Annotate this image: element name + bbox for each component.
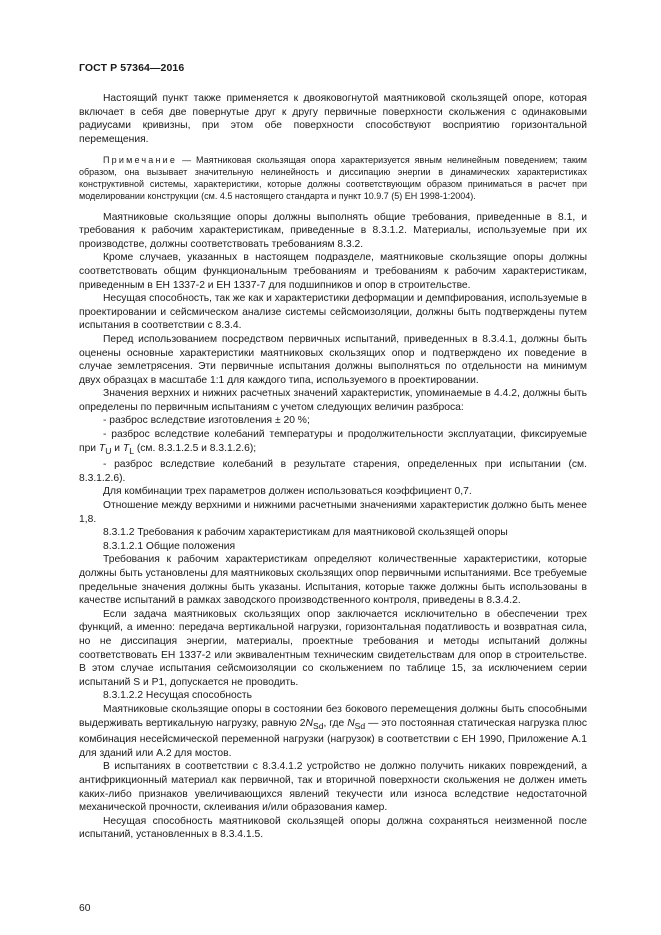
temp-text-mid: и — [111, 442, 123, 454]
nsd-subscript-1: Sd — [312, 720, 324, 731]
load-text-before: Маятниковые скользящие опоры в состоянии без бокового перемещения должны быть способными выдерживать вертикальную нагрузку, равную 2 — [79, 703, 587, 729]
note-block — [79, 155, 587, 202]
tu-subscript: U — [105, 445, 112, 456]
section-heading-8-3-1-2-2: 8.3.1.2.2 Несущая способность — [103, 690, 253, 702]
list-item-manufacturing: - разброс вследствие изготовления ± 20 %; — [103, 415, 310, 427]
paragraph-combination-factor: Для комбинации трех параметров должен использоваться коэффициент 0,7. — [103, 486, 472, 498]
nsd-symbol-1: N — [305, 717, 313, 729]
paragraph-vertical-load — [79, 703, 587, 760]
nsd-symbol-2: N — [347, 717, 355, 729]
load-text-mid: , где — [323, 717, 348, 729]
tl-subscript: L — [129, 445, 134, 456]
tu-symbol: T — [98, 442, 106, 454]
paragraph-three-functions: Если задача маятниковых скользящих опор заключается исключительно в обеспечении трех функций, а именно: передача вертикальной нагрузки, горизонтальная податливость и возвратная сила, но не диссипация энергии, материалы, проектные требования и методы испытаний должны соответствовать ЕН 1337-2 или эквивалентным техническим свидетельствам для опор в строительстве. В этом случае испытания сейсмоизоляции со скольжением по таблице 15, за исключением серии испытаний S и P1, допускается не проводить. — [79, 608, 587, 688]
intro-paragraph: Настоящий пункт также применяется к двояковогнутой маятниковой скользящей опоре, которая включает в себя две повернутые друг к другу первичные поверхности скольжения с одинаковыми радиусами кривизны, при этом обе поверхности способствуют восприятию горизонтальной перемещения. — [79, 93, 587, 145]
section-heading-8-3-1-2-1: 8.3.1.2.1 Общие положения — [103, 540, 236, 552]
list-item-temperature — [79, 428, 587, 458]
list-item-aging: - разброс вследствие колебаний в результате старения, определенных при испытании (см. 8.3.1.2.6). — [79, 459, 587, 484]
paragraph-functional-requirements: Кроме случаев, указанных в настоящем подразделе, маятниковые скользящие опоры должны соответствовать общим функциональным требованиям и требованиям к рабочим характеристикам, приведенным в ЕН 1337-2 и ЕН 1337-7 для подшипников и опор в строительстве. — [79, 252, 587, 291]
page-number: 60 — [79, 903, 91, 914]
note-label: Примечание — [103, 155, 178, 166]
note-text: — Маятниковая скользящая опора характеризуется явным нелинейным поведением; таким образом, она вызывает значительную нелинейность и диссипацию энергии в динамических характеристиках конструктивной системы, характеристики, которые должны соответствующим образом приниматься в расчет при моделировании конструкции (см. 4.5 настоящего стандарта и пункт 10.9.7 (5) ЕН 1998-1:2004). — [79, 155, 587, 201]
load-text-after: — это постоянная статическая нагрузка плюс комбинация несейсмической переменной нагрузки (нагрузок) в соответствии с ЕН 1990, Приложение А.1 для зданий или А.2 для мостов. — [79, 717, 587, 759]
paragraph-performance-requirements: Требования к рабочим характеристикам определяют количественные характеристики, которые должны быть установлены для маятниковых скользящих опор первичными испытаниями. Все требуемые предельные значения должны быть указаны. Испытания, которые также должны быть использованы в качестве испытаний в рамках заводского производственного контроля, приведены в 8.3.4.2. — [79, 554, 587, 607]
paragraph-ratio: Отношение между верхними и нижними расчетными значениями характеристик должно быть менее 1,8. — [79, 500, 587, 525]
paragraph-capacity-retained: Несущая способность маятниковой скользящей опоры должна сохраняться неизменной после испытаний, установленных в 8.3.4.1.5. — [79, 815, 587, 841]
paragraph-load-capacity-testing: Несущая способность, так же как и характеристики деформации и демпфирования, используемые в проектировании и сейсмическом анализе системы сейсмоизоляции, должны быть подтверждены путем испытания в соответствии с 8.3.4. — [79, 293, 587, 332]
paragraph-primary-tests: Перед использованием посредством первичных испытаний, приведенных в 8.3.4.1, должны быть оценены основные характеристики маятниковых скользящих опор и подтверждено их поведение в случае землетрясения. Эти первичные испытания должны выполняться по отдельности на минимум двух образцах в масштабе 1:1 для каждого типа, используемого в проектировании. — [79, 333, 587, 386]
section-heading-8-3-1-2: 8.3.1.2 Требования к рабочим характеристикам для маятниковой скользящей опоры — [103, 527, 508, 539]
document-header: ГОСТ Р 57364—2016 — [79, 62, 185, 74]
paragraph-test-damage: В испытаниях в соответствии с 8.3.4.1.2 устройство не должно получить никаких повреждений, а антифрикционный материал как первичной, так и вторичной поверхности скольжения не должен иметь каких-либо признаков увеличивающихся явлений текучести или износа вследствие недостаточной механической прочности, склеивания и/или образования камер. — [79, 761, 587, 814]
paragraph-general-requirements: Маятниковые скользящие опоры должны выполнять общие требования, приведенные в 8.1, и требования к рабочим характеристикам, приведенные в 8.3.1.2. Материалы, используемые при их производстве, должны соответствовать требованиям 8.3.2. — [79, 211, 587, 250]
nsd-subscript-2: Sd — [354, 720, 366, 731]
tl-symbol: T — [122, 442, 130, 454]
temp-text-after: (см. 8.3.1.2.5 и 8.3.1.2.6); — [133, 442, 257, 454]
paragraph-design-values: Значения верхних и нижних расчетных значений характеристик, упоминаемые в 4.4.2, должны быть определены по первичным испытаниям с учетом следующих величин разброса: — [79, 388, 587, 413]
document-body — [79, 92, 587, 842]
temp-text-before: - разброс вследствие колебаний температуры и продолжительности эксплуатации, фиксируемые при — [79, 429, 587, 454]
